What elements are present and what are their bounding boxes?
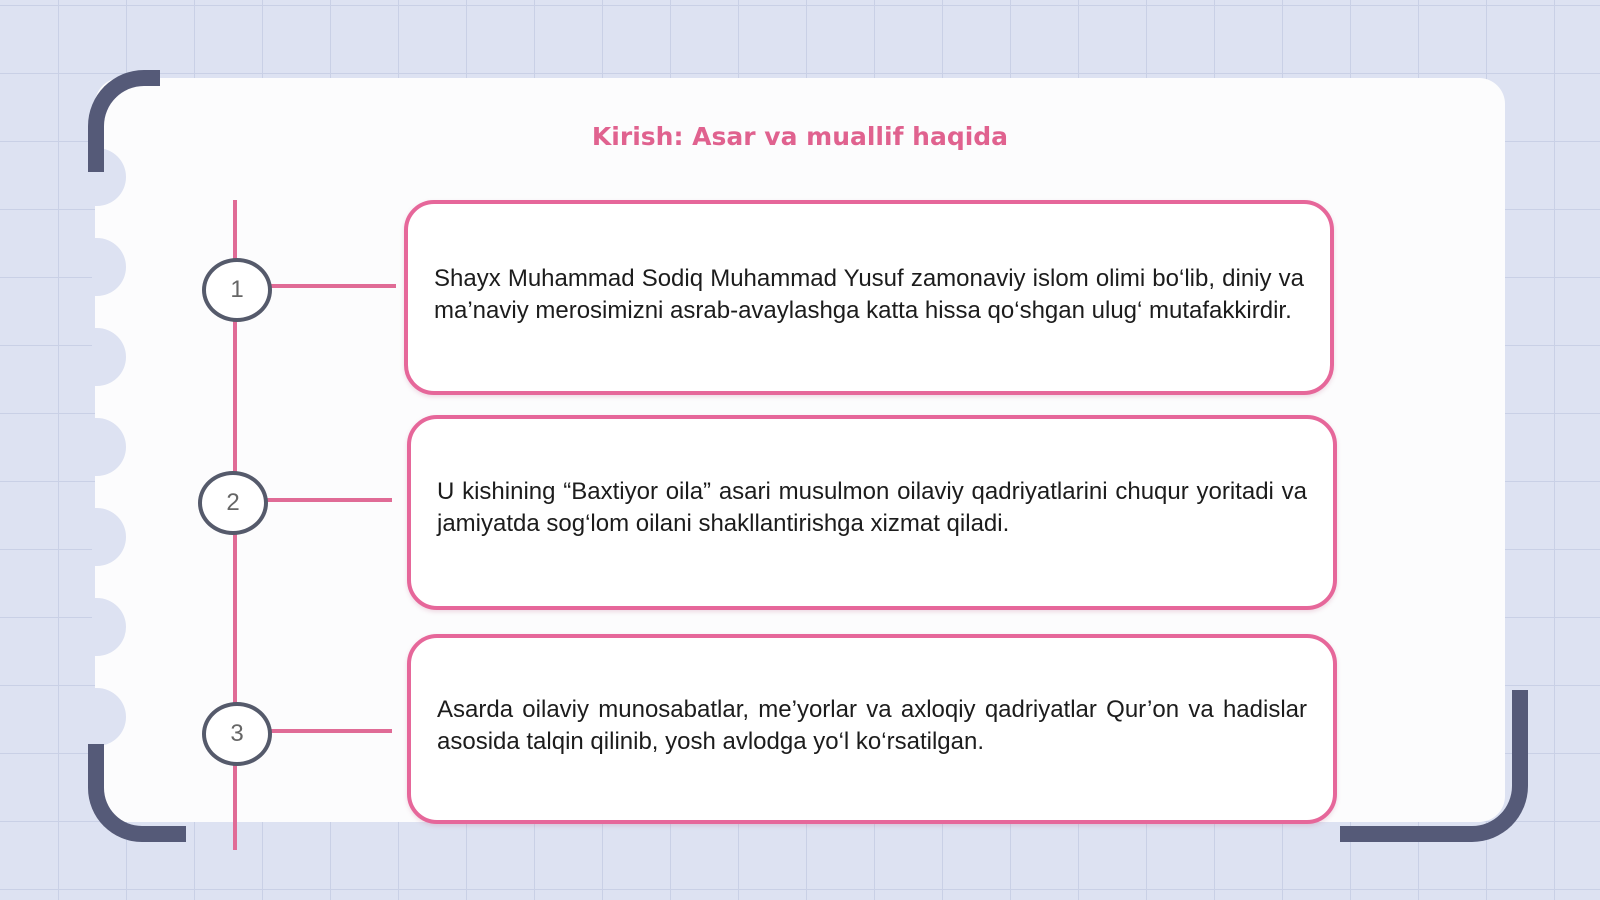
- step-number-3: 3: [202, 702, 272, 766]
- frame-corner-top-left: [88, 70, 160, 172]
- timeline-card-1: [404, 200, 1334, 395]
- page-title: Kirish: Asar va muallif haqida: [591, 122, 1009, 151]
- step-number-2: 2: [198, 471, 268, 535]
- frame-corner-bottom-right: [1340, 690, 1528, 842]
- timeline-card-3: [407, 634, 1337, 824]
- timeline-connector: [266, 729, 392, 733]
- card-text-1: Shayx Muhammad Sodiq Muhammad Yusuf zamonaviy islom olimi bo‘lib, diniy va ma’naviy merosimizni asrab-avaylashga katta hissa qo‘shgan ulug‘ mutafakkirdir.: [434, 264, 1304, 324]
- timeline-connector: [266, 284, 396, 288]
- frame-corner-bottom-left: [88, 744, 186, 842]
- timeline-card-2: [407, 415, 1337, 610]
- card-text-3: Asarda oilaviy munosabatlar, me’yorlar va axloqiy qadriyatlar Qur’on va hadislar asosida talqin qilinib, yosh avlodga yo‘l ko‘rsatilgan.: [437, 696, 1307, 755]
- step-number-1: 1: [202, 258, 272, 322]
- card-text-2: U kishining “Baxtiyor oila” asari musulmon oilaviy qadriyatlarini chuqur yoritadi va jamiyatda sog‘lom oilani shakllantirishga xizmat qiladi.: [437, 477, 1307, 537]
- timeline-connector: [262, 498, 392, 502]
